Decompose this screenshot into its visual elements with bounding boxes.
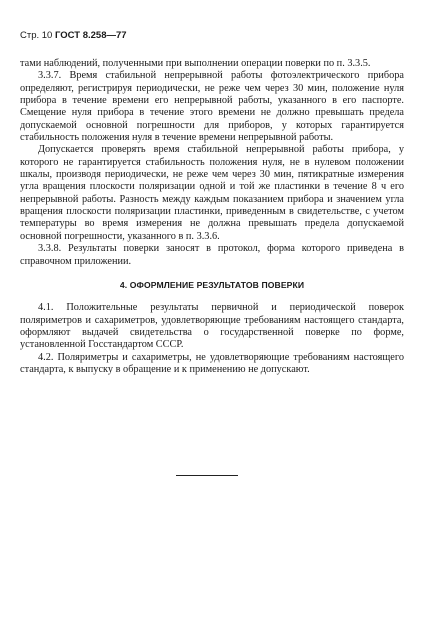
document-body	[20, 58, 404, 376]
paragraph-4-1: 4.1. Положительные результаты первичной и периодической поверок поляриметров и сахариметров, удовлетворяющие требованиям настоящего стандарта, оформляют выдачей свидетельства о государственной поверке по форме, установленной Госстандартом СССР.	[20, 302, 404, 351]
page-number: Стр. 10	[20, 30, 53, 41]
standard-number: ГОСТ 8.258—77	[54, 30, 127, 41]
paragraph-3-3-7: 3.3.7. Время стабильной непрерывной работы фотоэлектрического прибора определяют, регистрируя периодически, не реже чем через 30 мин, положение нуля прибора в течение времени его непрерывной работы, указанного в его паспорте. Смещение нуля прибора в течение этого времени не должно превышать предела допускаемой основной погрешности для приборов, у которых гарантируется стабильность положения нуля в течение времени непрерывной работы.	[20, 70, 404, 144]
paragraph-4-2: 4.2. Поляриметры и сахариметры, не удовлетворяющие требованиям настоящего стандарта, к выпуску в обращение и к применению не допускают.	[20, 351, 404, 375]
end-rule	[176, 475, 238, 476]
page-header	[20, 30, 127, 42]
paragraph-permitted-check: Допускается проверять время стабильной непрерывной работы прибора, у которого не гарантируется стабильность положения нуля, не в нулевом положении шкалы, производя периодически, не реже чем через 30 мин, пятикратные измерения угла вращения плоскости поляризации одной и той же пластинки в течение 8 ч его непрерывной работы. Разность между каждым показанием прибора и значением угла вращения плоскости поляризации пластинки, приведенным в свидетельстве, с учетом температуры во время измерения не должна превышать предела допускаемой основной погрешности, указанного в п. 3.3.6.	[20, 144, 404, 242]
paragraph-continuation: тами наблюдений, полученными при выполнении операции поверки по п. 3.3.5.	[20, 58, 371, 69]
paragraph-3-3-8: 3.3.8. Результаты поверки заносят в протокол, форма которого приведена в справочном приложении.	[20, 243, 404, 267]
section-heading: 4. ОФОРМЛЕНИЕ РЕЗУЛЬТАТОВ ПОВЕРКИ	[119, 279, 305, 290]
